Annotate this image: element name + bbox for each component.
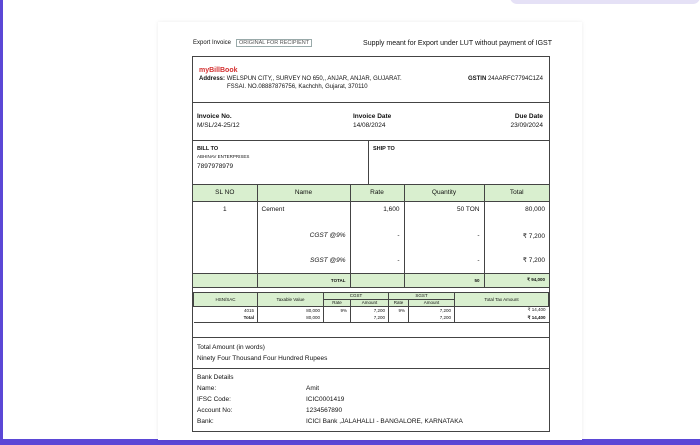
sgst-rate: - [350,248,404,273]
col-total: Total [484,185,549,201]
address-label: Address: [199,76,226,82]
item-sl: 1 [193,201,257,223]
sgst-total: ₹ 7,200 [522,257,545,265]
invoice-header-line [193,37,552,49]
bank-name-value: Amit [306,384,319,392]
hsn-sgst-rate-header: Rate [389,299,409,306]
document-type: Export Invoice [193,40,232,46]
due-date-label: Due Date [514,113,543,120]
bank-label: Bank: [197,417,214,425]
hsn-total-tax-amount: ₹ 14,400 [455,314,549,322]
bill-to-name: ABHINAV ENTERPRISES [197,154,250,159]
bank-row [197,383,545,394]
sgst-qty: - [404,248,484,273]
invoice-document [192,56,550,432]
account-no-label: Account No: [197,406,233,414]
cgst-qty: - [404,223,484,248]
supply-note: Supply meant for Export under LUT without payment of IGST [363,39,552,47]
hsn-header-row-1 [194,292,549,299]
col-sl-no: SL NO [193,185,257,201]
hsn-summary-table [193,292,549,323]
bank-details-title: Bank Details [197,373,234,381]
hsn-total-cgst-rate [324,314,351,322]
item-qty: 50 TON [404,201,484,223]
top-bar-pill [510,0,700,4]
hsn-total-sgst-amount: 7,200 [409,314,455,322]
bank-row [197,416,545,427]
company-brand: myBillBook [199,67,238,74]
hsn-col-total-tax: Total Tax Amount [455,292,549,306]
bill-to-block [193,141,369,185]
col-quantity: Quantity [404,185,484,201]
cgst-label: CGST @9% [257,223,350,248]
address-line-1: WELSPUN CITY,, SURVEY NO 650,, ANJAR, ANJAR, GUJARAT. [226,76,402,82]
copy-tag: ORIGINAL FOR RECIPIENT [236,39,312,47]
item-total: 80,000 [525,205,545,213]
ship-to-label: SHIP TO [373,146,395,152]
account-no-value: 1234567890 [306,406,343,414]
invoice-number-label: Invoice No. [197,113,232,120]
sgst-label: SGST @9% [257,248,350,273]
bank-details-section [193,369,549,430]
hsn-row [194,306,549,314]
cgst-total: ₹ 7,200 [522,232,545,240]
items-table [193,185,549,288]
invoice-number: M/SL/24-25/12 [197,122,240,129]
invoice-number-block [197,112,240,130]
col-rate: Rate [350,185,404,201]
total-quantity: 50 [404,273,484,287]
tax-row-cgst [193,223,549,248]
bank-name-label: Name: [197,384,217,392]
col-name: Name [257,185,350,201]
tax-row-sgst [193,248,549,273]
invoice-date-block [353,112,391,130]
hsn-sgst-rate: 9% [389,306,409,314]
item-rate: 1,600 [350,201,404,223]
invoice-meta [193,103,549,141]
due-date-block [510,112,543,130]
hsn-col-taxable: Taxable Value [258,292,324,306]
invoice-preview-page [158,22,582,440]
hsn-total-tax: ₹ 14,400 [527,307,546,313]
amount-in-words-value: Ninety Four Thousand Four Hundred Rupees [197,354,328,362]
hsn-total-sgst-rate [389,314,409,322]
hsn-sgst-amount: 7,200 [409,306,455,314]
total-label: TOTAL [257,273,350,287]
hsn-cgst-amount-header: Amount [351,299,389,306]
company-section [193,57,549,103]
hsn-total-label: Total [194,314,258,322]
address-line-2: FSSAI. NO.08887876756, Kachchh, Gujarat, 370110 [227,84,368,90]
hsn-col-sgst: SGST [389,292,455,299]
company-gstin [468,76,543,82]
item-row [193,201,549,223]
item-name: Cement [257,201,350,223]
hsn-sgst-amount-header: Amount [409,299,455,306]
gstin-label: GSTIN [467,76,487,82]
ifsc-label: IFSC Code: [197,395,231,403]
items-total-row [193,273,549,287]
hsn-taxable: 80,000 [258,306,324,314]
hsn-col-hsn: HSN/SAC [194,292,258,306]
bill-to-phone: 7897978979 [197,163,234,170]
bank-row [197,394,545,405]
invoice-date-label: Invoice Date [353,113,392,120]
hsn-cgst-rate-header: Rate [324,299,351,306]
hsn-code: 4015 [194,306,258,314]
gstin-value: 24AARFC7794C1Z4 [487,76,543,82]
amount-in-words-section [193,337,549,369]
due-date: 23/09/2024 [510,122,543,129]
bank-value: ICICI Bank ,JALAHALLI - BANGALORE, KARNATAKA [306,417,463,425]
bank-row [197,405,545,416]
hsn-cgst-rate: 9% [324,306,351,314]
hsn-total-row [194,314,549,322]
hsn-total-taxable: 80,000 [258,314,324,322]
invoice-date: 14/08/2024 [353,122,386,129]
ifsc-value: ICIC0001419 [306,395,345,403]
hsn-total-cgst-amount: 7,200 [351,314,389,322]
items-header-row [193,185,549,201]
cgst-rate: - [350,223,404,248]
party-section [193,141,549,185]
amount-in-words-label: Total Amount (in words) [197,343,265,351]
hsn-cgst-amount: 7,200 [351,306,389,314]
bill-to-label: BILL TO [197,146,219,152]
hsn-col-cgst: CGST [324,292,389,299]
total-amount: ₹ 94,000 [484,273,549,287]
